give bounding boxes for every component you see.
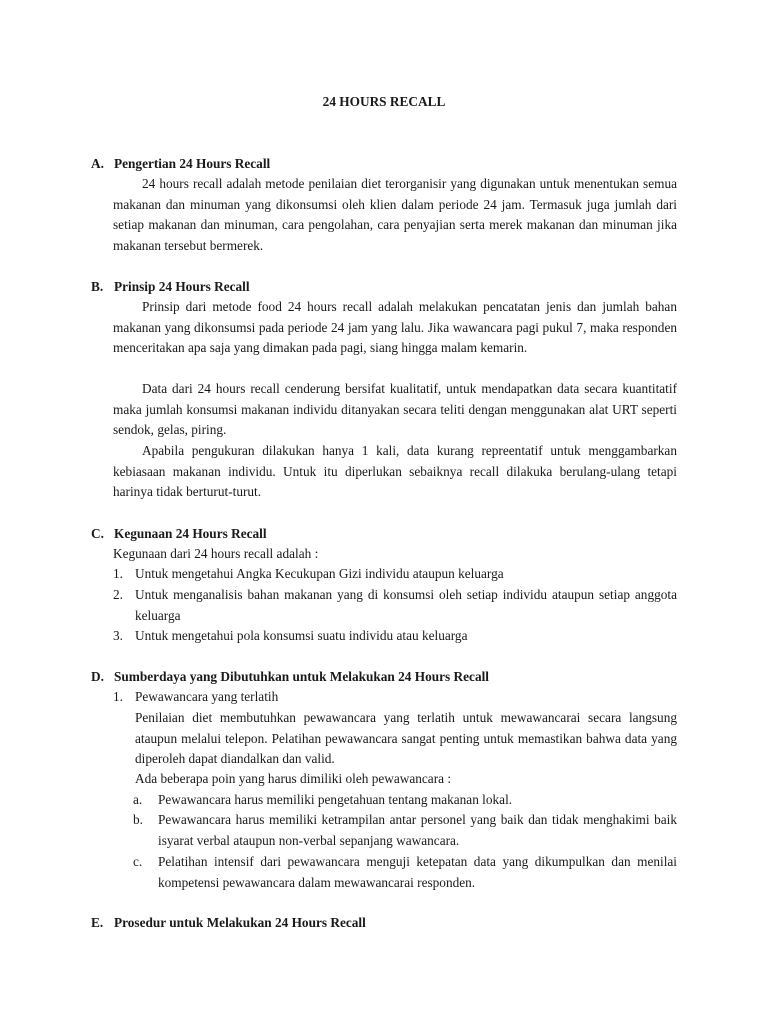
sub-list-item-text: Pelatihan intensif dari pewawancara menguji ketepatan data yang dikumpulkan dan menilai kompetensi pewawancara dalam mewawancarai responden.	[158, 854, 677, 890]
resource-item-paragraph: Penilaian diet membutuhkan pewawancara yang terlatih untuk mewawancarai secara langsung ataupun melalui telepon. Pelatihan pewawancara sangat penting untuk memastikan bahwa data yang diperoleh dapat diandalkan dan valid.	[135, 710, 677, 767]
sub-list-item-letter: c.	[133, 854, 143, 869]
list-item-number: 2.	[113, 587, 123, 602]
sub-list-item-text: Pewawancara harus memiliki ketrampilan antar personel yang baik dan tidak menghakimi baik isyarat verbal ataupun non-verbal sepanjang wawancara.	[158, 812, 677, 848]
section-c-letter: C.	[91, 526, 104, 541]
resource-item-intro: Ada beberapa poin yang harus dimiliki oleh pewawancara :	[135, 771, 452, 786]
list-item	[0, 585, 768, 627]
section-e-letter: E.	[91, 915, 104, 930]
section-c-heading	[91, 524, 267, 545]
section-d-title: Sumberdaya yang Dibutuhkan untuk Melakukan 24 Hours Recall	[114, 669, 489, 684]
list-item-number: 3.	[113, 628, 123, 643]
section-b-paragraph-1: Prinsip dari metode food 24 hours recall adalah melakukan pencatatan jenis dan jumlah bahan makanan yang dikonsumsi pada periode 24 jam yang lalu. Jika wawancara pagi pukul 7, maka responden menceritakan apa saja yang dimakan pada pagi, siang hingga malam kemarin.	[113, 299, 677, 356]
section-a-title: Pengertian 24 Hours Recall	[114, 156, 271, 171]
resource-item-number: 1.	[113, 689, 123, 704]
sub-list-item-text: Pewawancara harus memiliki pengetahuan tentang makanan lokal.	[158, 792, 513, 807]
list-item-text: Untuk mengetahui pola konsumsi suatu individu atau keluarga	[135, 628, 468, 643]
sub-list-item	[0, 810, 768, 852]
section-a-paragraph: 24 hours recall adalah metode penilaian diet terorganisir yang digunakan untuk menentukan semua makanan dan minuman yang dikonsumsi oleh klien dalam periode 24 jam. Termasuk juga jumlah dari setiap makanan dan minuman, cara pengolahan, cara penyajian serta merek makanan dan minuman jika makanan tersebut bermerek.	[113, 176, 677, 253]
section-d-heading	[91, 667, 489, 688]
section-c-title: Kegunaan 24 Hours Recall	[114, 526, 267, 541]
resource-item-label: Pewawancara yang terlatih	[135, 689, 279, 704]
section-a-letter: A.	[91, 156, 104, 171]
section-b-letter: B.	[91, 279, 104, 294]
section-e-heading	[91, 913, 366, 934]
section-b-paragraph-3: Apabila pengukuran dilakukan hanya 1 kali, data kurang repreentatif untuk menggambarkan kebiasaan makanan individu. Untuk itu diperlukan sebaiknya recall dilakuka berulang-ulang tetapi harinya tidak berturut-turut.	[113, 443, 677, 500]
section-b-paragraph-2: Data dari 24 hours recall cenderung bersifat kualitatif, untuk mendapatkan data secara kuantitatif maka jumlah konsumsi makanan individu ditanyakan secara teliti dengan menggunakan alat URT seperti sendok, gelas, piring.	[113, 381, 677, 438]
list-item-text: Untuk menganalisis bahan makanan yang di konsumsi oleh setiap individu ataupun setiap anggota keluarga	[135, 587, 677, 623]
list-item-text: Untuk mengetahui Angka Kecukupan Gizi individu ataupun keluarga	[135, 566, 504, 581]
section-d-letter: D.	[91, 669, 104, 684]
section-b-heading	[91, 277, 250, 298]
sub-list-item	[0, 852, 768, 894]
section-e-title: Prosedur untuk Melakukan 24 Hours Recall	[114, 915, 366, 930]
list-item-number: 1.	[113, 566, 123, 581]
document-title: 24 HOURS RECALL	[322, 94, 446, 109]
section-a-heading	[91, 154, 270, 175]
section-c-intro: Kegunaan dari 24 hours recall adalah :	[113, 546, 319, 561]
sub-list-item-letter: a.	[133, 792, 143, 807]
section-b-title: Prinsip 24 Hours Recall	[114, 279, 250, 294]
sub-list-item-letter: b.	[133, 812, 143, 827]
